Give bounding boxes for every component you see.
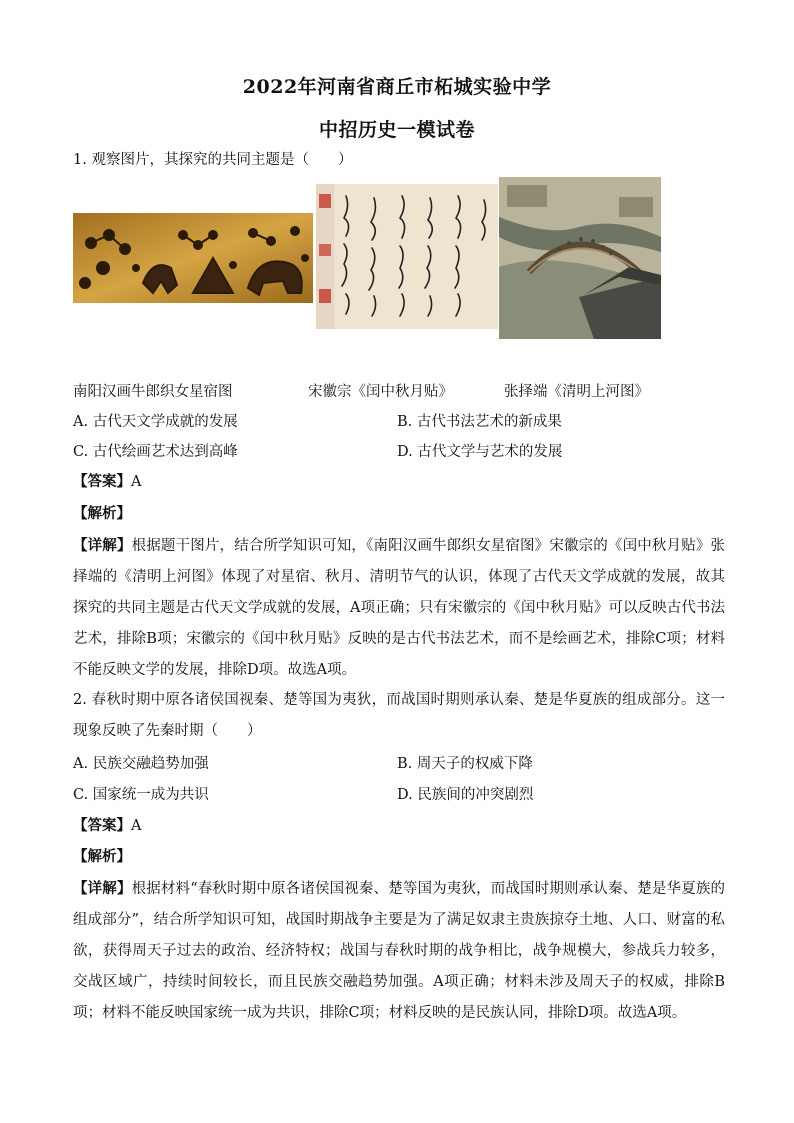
q1-detail-text: 根据题干图片，结合所学知识可知，《南阳汉画牛郎织女星宿图》宋徽宗的《闰中秋月贴》张择端的《清明上河图》体现了对星宿、秋月、清明节气的认识，体现了古代天文学成就的发展，故其探究的共同主题是古代天文学成就的发展，A项正确；只有宋徽宗的《闰中秋月贴》可以反映古代书法艺术，排除B项；宋徽宗的《闰中秋月贴》反映的是古代书法艺术，而不是绘画艺术，排除C项；材料不能反映文学的发展，排除D项。故选A项。: [73, 538, 726, 678]
q1-answer-tag: 【答案】: [73, 473, 131, 490]
calligraphy-drawing: [316, 184, 498, 329]
q2-analysis-tag: 【解析】: [73, 848, 131, 865]
q1-detail: [73, 530, 725, 686]
q2-answer: [73, 816, 725, 836]
q2-option-d: D. 民族间的冲突剧烈: [397, 787, 534, 803]
q1-analysis-heading: [73, 504, 725, 524]
calligraphy-image: [316, 184, 498, 329]
q1-answer-value: A: [131, 474, 142, 490]
caption-calligraphy: 宋徽宗《闰中秋月贴》: [308, 384, 453, 400]
han-relief-image: [73, 213, 313, 303]
q1-stem: 1. 观察图片，其探究的共同主题是（ ）: [73, 152, 353, 168]
q1-option-d: D. 古代文学与艺术的发展: [397, 444, 563, 460]
q2-option-c: C. 国家统一成为共识: [73, 787, 209, 803]
q2-answer-value: A: [131, 818, 142, 834]
exam-subtitle: 中招历史一模试卷: [318, 119, 475, 141]
exam-title: 2022年河南省商丘市柘城实验中学: [242, 76, 552, 98]
q2-answer-tag: 【答案】: [73, 817, 131, 834]
han-relief-drawing: [73, 213, 313, 303]
q2-analysis-heading: [73, 847, 725, 867]
q2-option-b: B. 周天子的权威下降: [397, 756, 533, 772]
q2-detail: [73, 873, 725, 1029]
q2-option-a: A. 民族交融趋势加强: [73, 756, 209, 772]
qingming-drawing: [499, 177, 661, 339]
q1-analysis-tag: 【解析】: [73, 505, 131, 522]
q1-detail-tag: 【详解】: [73, 537, 132, 554]
q1-option-a: A. 古代天文学成就的发展: [73, 414, 238, 430]
q2-detail-text: 根据材料“春秋时期中原各诸侯国视秦、楚等国为夷狄，而战国时期则承认秦、楚是华夏族的组成部分”，结合所学知识可知，战国时期战争主要是为了满足奴隶主贵族掠夺土地、人口、财富的私欲，获得周天子过去的政治、经济特权；战国与春秋时期的战争相比，战争规模大，参战兵力较多，交战区域广，持续时间较长，而且民族交融趋势加强。A项正确；材料未涉及周天子的权威，排除B项；材料不能反映国家统一成为共识，排除C项；材料反映的是民族认同，排除D项。故选A项。: [73, 881, 725, 1021]
q2-stem: 2. 春秋时期中原各诸侯国视秦、楚等国为夷狄，而战国时期则承认秦、楚是华夏族的组成部分。这一现象反映了先秦时期（ ）: [73, 692, 725, 739]
qingming-painting-image: [499, 177, 661, 339]
caption-han-relief: 南阳汉画牛郎织女星宿图: [73, 384, 233, 400]
q1-answer: [73, 472, 725, 492]
caption-qingming: 张择端《清明上河图》: [504, 384, 649, 400]
q1-option-b: B. 古代书法艺术的新成果: [397, 414, 562, 430]
q2-detail-tag: 【详解】: [73, 880, 132, 897]
q1-option-c: C. 古代绘画艺术达到高峰: [73, 444, 238, 460]
